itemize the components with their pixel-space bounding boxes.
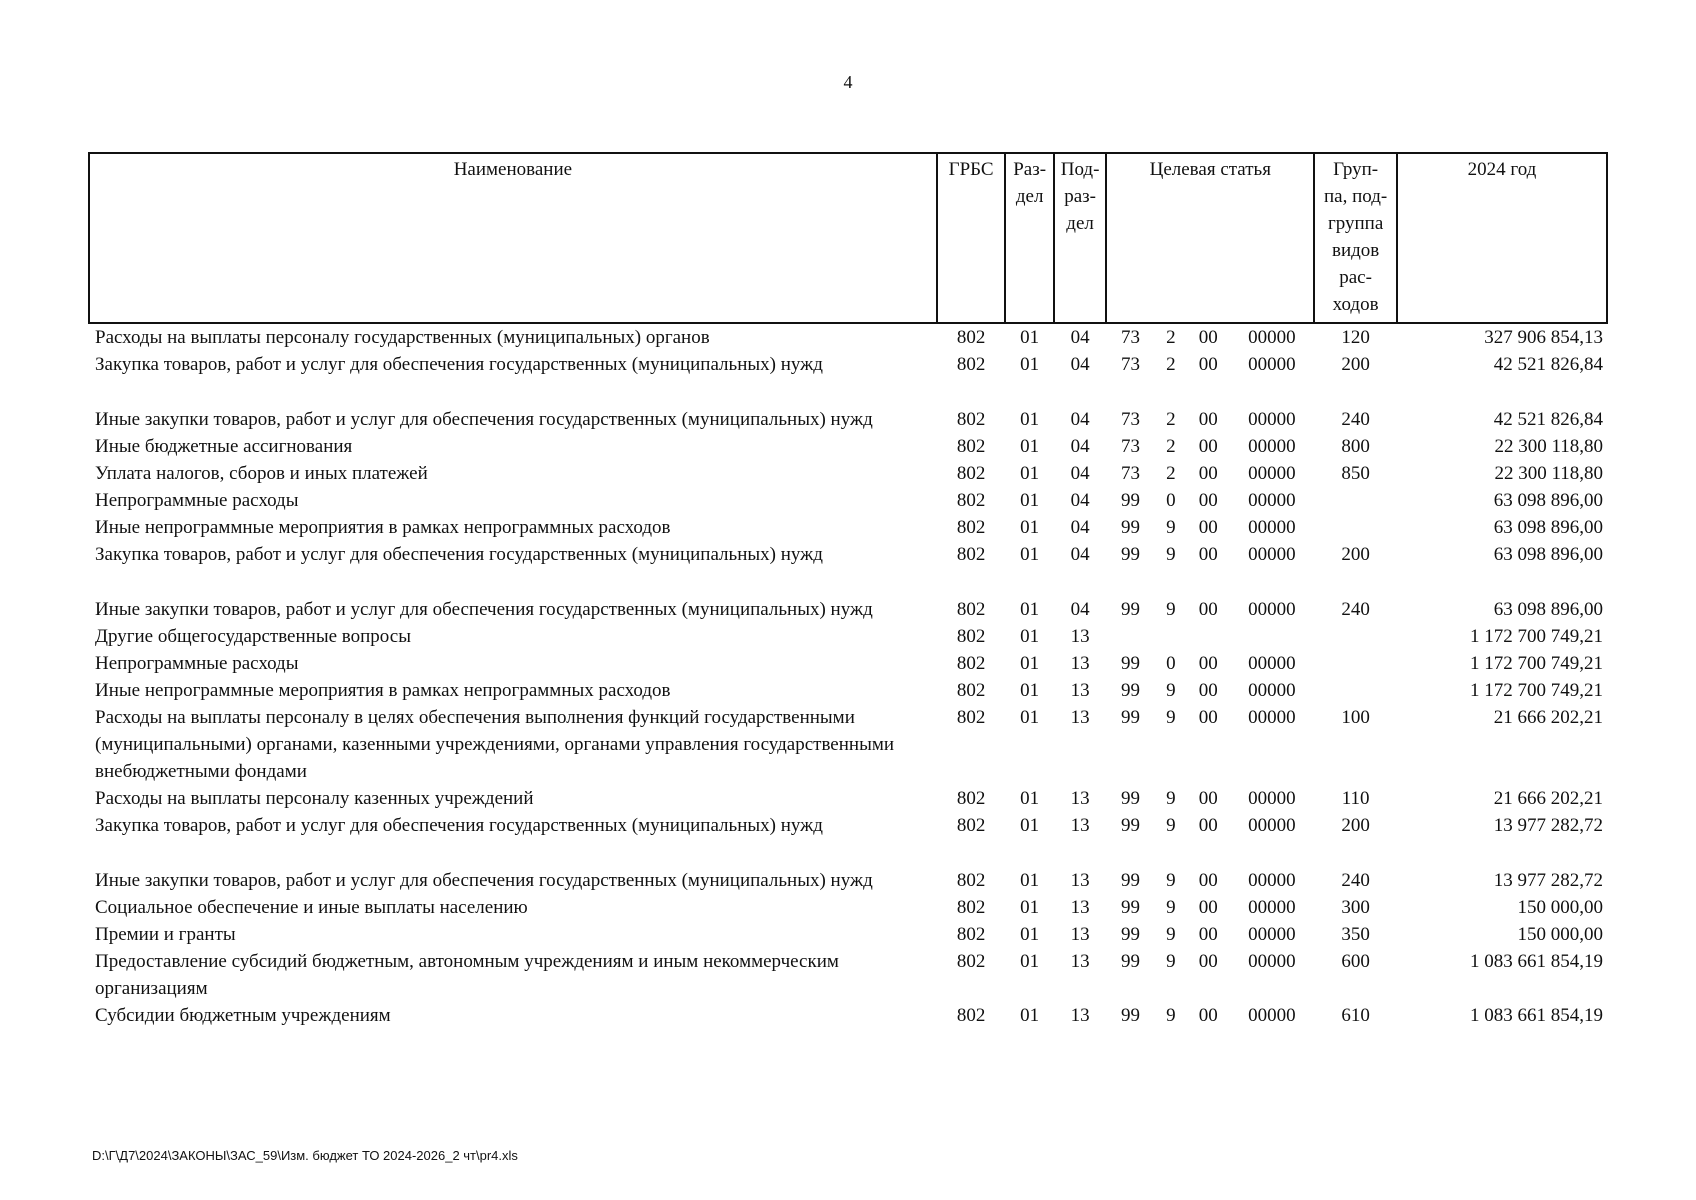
cell-t2: 9 [1166,544,1176,565]
cell-grbs: 802 [956,1005,986,1026]
cell-podrazdel: 04 [1070,327,1090,348]
cell-t3: 00 [1198,490,1218,511]
cell-name: Расходы на выплаты персоналу казенных учреждений [95,788,534,809]
cell-t4: 00000 [1248,951,1296,972]
cell-t4: 00000 [1248,327,1296,348]
cell-razdel: 01 [1020,788,1040,809]
header-grbs: ГРБС [937,153,1006,323]
cell-group [1314,650,1397,677]
cell-amount: 327 906 854,13 [1484,327,1603,348]
header-target: Целевая статья [1106,153,1314,323]
cell-podrazdel: 13 [1070,897,1090,918]
cell-t4: 00000 [1248,544,1296,565]
cell-t4: 00000 [1248,463,1296,484]
cell-razdel: 01 [1020,897,1040,918]
budget-table-container [88,152,1608,1029]
cell-t4: 00000 [1248,897,1296,918]
cell-grbs: 802 [956,924,986,945]
cell-t1: 99 [1121,599,1141,620]
cell-t3: 00 [1198,544,1218,565]
cell-t1: 99 [1121,517,1141,538]
cell-podrazdel: 13 [1070,707,1090,728]
cell-podrazdel: 04 [1070,354,1090,375]
table-row [89,677,1607,704]
cell-podrazdel: 04 [1070,599,1090,620]
table-row [89,812,1607,839]
cell-razdel: 01 [1020,354,1040,375]
cell-podrazdel: 04 [1070,490,1090,511]
cell-grbs: 802 [956,409,986,430]
cell-grbs: 802 [956,599,986,620]
table-row [89,1002,1607,1029]
cell-t1 [1106,623,1154,650]
cell-t4: 00000 [1248,924,1296,945]
cell-razdel: 01 [1020,815,1040,836]
cell-t3: 00 [1198,788,1218,809]
header-group: Груп- па, под- группа видов рас- ходов [1314,153,1397,323]
cell-group [1314,623,1397,650]
cell-t1: 73 [1121,409,1141,430]
table-body [89,323,1607,1029]
cell-podrazdel: 04 [1070,409,1090,430]
cell-group: 110 [1341,788,1370,809]
cell-grbs: 802 [956,544,986,565]
cell-group: 200 [1341,544,1370,565]
header-razdel: Раз- дел [1005,153,1053,323]
cell-podrazdel: 13 [1070,680,1090,701]
table-row [89,514,1607,541]
cell-podrazdel: 13 [1070,653,1090,674]
cell-t1: 73 [1121,436,1141,457]
cell-razdel: 01 [1020,517,1040,538]
cell-t2: 2 [1166,327,1176,348]
cell-razdel: 01 [1020,951,1040,972]
cell-t3: 00 [1198,517,1218,538]
cell-name: Закупка товаров, работ и услуг для обеспечения государственных (муниципальных) нужд [95,544,823,565]
cell-t4: 00000 [1248,436,1296,457]
cell-t2: 9 [1166,924,1176,945]
cell-t3: 00 [1198,599,1218,620]
file-path-footer: D:\Г\Д7\2024\ЗАКОНЫ\ЗАС_59\Изм. бюджет ТО 2024-2026_2 чт\pr4.xls [92,1148,518,1163]
cell-razdel: 01 [1020,707,1040,728]
cell-t3 [1187,623,1229,650]
cell-name: Предоставление субсидий бюджетным, автономным учреждениям и иным некоммерческим организациям [95,951,839,999]
cell-razdel: 01 [1020,327,1040,348]
cell-amount: 150 000,00 [1517,897,1603,918]
cell-razdel: 01 [1020,490,1040,511]
cell-name: Иные непрограммные мероприятия в рамках непрограммных расходов [95,680,671,701]
cell-group: 300 [1341,897,1370,918]
table-row [89,921,1607,948]
cell-t2: 9 [1166,870,1176,891]
cell-razdel: 01 [1020,870,1040,891]
cell-grbs: 802 [956,897,986,918]
cell-amount: 1 172 700 749,21 [1470,680,1603,701]
cell-amount: 22 300 118,80 [1494,436,1603,457]
cell-podrazdel: 13 [1070,951,1090,972]
cell-amount: 63 098 896,00 [1493,517,1603,538]
cell-t2: 2 [1166,436,1176,457]
cell-razdel: 01 [1020,436,1040,457]
cell-t3: 00 [1198,897,1218,918]
cell-amount: 1 172 700 749,21 [1470,626,1603,647]
table-row [89,839,1607,894]
cell-t4 [1229,623,1314,650]
cell-group: 200 [1341,815,1370,836]
cell-amount: 22 300 118,80 [1494,463,1603,484]
cell-amount: 1 172 700 749,21 [1470,653,1603,674]
cell-podrazdel: 13 [1070,815,1090,836]
cell-t1: 73 [1121,327,1141,348]
cell-group [1314,514,1397,541]
cell-t1: 99 [1121,653,1141,674]
cell-name: Уплата налогов, сборов и иных платежей [95,463,428,484]
cell-t3: 00 [1198,327,1218,348]
cell-amount: 42 521 826,84 [1493,409,1603,430]
cell-t2: 9 [1166,707,1176,728]
cell-t2: 2 [1166,354,1176,375]
cell-name: Закупка товаров, работ и услуг для обеспечения государственных (муниципальных) нужд [95,354,823,375]
cell-t2: 2 [1166,463,1176,484]
table-row [89,650,1607,677]
cell-amount: 13 977 282,72 [1493,815,1603,836]
cell-grbs: 802 [956,490,986,511]
cell-podrazdel: 13 [1070,626,1090,647]
cell-grbs: 802 [956,517,986,538]
cell-amount: 150 000,00 [1517,924,1603,945]
cell-t4: 00000 [1248,707,1296,728]
cell-grbs: 802 [956,653,986,674]
table-row [89,623,1607,650]
cell-t4: 00000 [1248,1005,1296,1026]
cell-amount: 1 083 661 854,19 [1470,1005,1603,1026]
cell-t3: 00 [1198,409,1218,430]
cell-amount: 63 098 896,00 [1493,544,1603,565]
cell-t3: 00 [1198,354,1218,375]
cell-grbs: 802 [956,327,986,348]
cell-t2: 9 [1166,517,1176,538]
cell-name: Иные непрограммные мероприятия в рамках непрограммных расходов [95,517,671,538]
cell-t3: 00 [1198,707,1218,728]
cell-razdel: 01 [1020,409,1040,430]
cell-t2: 9 [1166,1005,1176,1026]
cell-t2: 0 [1166,490,1176,511]
cell-t4: 00000 [1248,680,1296,701]
cell-t1: 99 [1121,870,1141,891]
budget-table [88,152,1608,1029]
cell-podrazdel: 04 [1070,463,1090,484]
cell-group: 850 [1341,463,1370,484]
cell-name: Непрограммные расходы [95,653,299,674]
cell-t1: 99 [1121,1005,1141,1026]
cell-grbs: 802 [956,707,986,728]
cell-podrazdel: 13 [1070,870,1090,891]
cell-razdel: 01 [1020,653,1040,674]
cell-podrazdel: 13 [1070,788,1090,809]
cell-name: Закупка товаров, работ и услуг для обеспечения государственных (муниципальных) нужд [95,815,823,836]
cell-group: 240 [1341,409,1370,430]
cell-group: 350 [1341,924,1370,945]
cell-amount: 21 666 202,21 [1493,788,1603,809]
cell-razdel: 01 [1020,1005,1040,1026]
cell-t1: 99 [1121,897,1141,918]
cell-grbs: 802 [956,463,986,484]
cell-podrazdel: 13 [1070,1005,1090,1026]
cell-t1: 99 [1121,680,1141,701]
table-row [89,323,1607,351]
cell-t2: 9 [1166,788,1176,809]
table-row [89,541,1607,568]
cell-t1: 73 [1121,354,1141,375]
cell-t3: 00 [1198,870,1218,891]
cell-t4: 00000 [1248,788,1296,809]
cell-group: 240 [1341,870,1370,891]
cell-t3: 00 [1198,951,1218,972]
cell-t4: 00000 [1248,870,1296,891]
cell-t3: 00 [1198,1005,1218,1026]
cell-amount: 42 521 826,84 [1493,354,1603,375]
cell-t3: 00 [1198,463,1218,484]
table-row [89,460,1607,487]
cell-t1: 99 [1121,924,1141,945]
cell-t1: 73 [1121,463,1141,484]
cell-name: Расходы на выплаты персоналу государственных (муниципальных) органов [95,327,710,348]
cell-razdel: 01 [1020,680,1040,701]
cell-t4: 00000 [1248,517,1296,538]
cell-t3: 00 [1198,436,1218,457]
cell-t4: 00000 [1248,354,1296,375]
cell-t4: 00000 [1248,599,1296,620]
header-name: Наименование [89,153,937,323]
cell-name: Иные закупки товаров, работ и услуг для обеспечения государственных (муниципальных) нужд [95,409,873,430]
cell-name: Расходы на выплаты персоналу в целях обеспечения выполнения функций государственными (муниципальными) органами, казенными учреждениями, органами управления государственными внебюджетными фондами [95,707,895,782]
cell-group: 200 [1341,354,1370,375]
table-row [89,487,1607,514]
cell-amount: 21 666 202,21 [1493,707,1603,728]
cell-t2: 0 [1166,653,1176,674]
cell-grbs: 802 [956,788,986,809]
cell-t3: 00 [1198,815,1218,836]
cell-podrazdel: 13 [1070,924,1090,945]
cell-amount: 1 083 661 854,19 [1470,951,1603,972]
cell-group: 800 [1341,436,1370,457]
table-row [89,894,1607,921]
cell-t2: 2 [1166,409,1176,430]
cell-t2: 9 [1166,680,1176,701]
cell-name: Премии и гранты [95,924,236,945]
cell-name: Иные закупки товаров, работ и услуг для обеспечения государственных (муниципальных) нужд [95,599,873,620]
table-row [89,704,1607,785]
cell-grbs: 802 [956,436,986,457]
cell-t1: 99 [1121,788,1141,809]
cell-t3: 00 [1198,680,1218,701]
cell-amount: 13 977 282,72 [1493,870,1603,891]
cell-grbs: 802 [956,870,986,891]
cell-group: 600 [1341,951,1370,972]
cell-group: 610 [1341,1005,1370,1026]
cell-t2 [1155,623,1187,650]
table-header [89,153,1607,323]
cell-podrazdel: 04 [1070,544,1090,565]
cell-amount: 63 098 896,00 [1493,599,1603,620]
cell-t1: 99 [1121,707,1141,728]
header-year: 2024 год [1397,153,1607,323]
cell-grbs: 802 [956,680,986,701]
cell-t4: 00000 [1248,815,1296,836]
cell-name: Субсидии бюджетным учреждениям [95,1005,391,1026]
cell-razdel: 01 [1020,626,1040,647]
cell-t1: 99 [1121,490,1141,511]
cell-name: Иные закупки товаров, работ и услуг для обеспечения государственных (муниципальных) нужд [95,870,873,891]
cell-t2: 9 [1166,951,1176,972]
cell-grbs: 802 [956,815,986,836]
cell-t2: 9 [1166,815,1176,836]
table-row [89,785,1607,812]
cell-group: 120 [1341,327,1370,348]
cell-t4: 00000 [1248,490,1296,511]
table-row [89,948,1607,1002]
cell-name: Социальное обеспечение и иные выплаты населению [95,897,528,918]
table-row [89,378,1607,433]
cell-name: Непрограммные расходы [95,490,299,511]
cell-t2: 9 [1166,599,1176,620]
cell-group [1314,487,1397,514]
cell-group: 240 [1341,599,1370,620]
cell-razdel: 01 [1020,463,1040,484]
cell-t3: 00 [1198,653,1218,674]
cell-t2: 9 [1166,897,1176,918]
cell-t1: 99 [1121,815,1141,836]
cell-name: Другие общегосударственные вопросы [95,626,411,647]
table-row [89,351,1607,378]
cell-razdel: 01 [1020,924,1040,945]
cell-t1: 99 [1121,951,1141,972]
cell-t4: 00000 [1248,653,1296,674]
cell-grbs: 802 [956,354,986,375]
header-podrazdel: Под- раз- дел [1054,153,1106,323]
cell-podrazdel: 04 [1070,436,1090,457]
cell-amount: 63 098 896,00 [1493,490,1603,511]
cell-razdel: 01 [1020,544,1040,565]
cell-razdel: 01 [1020,599,1040,620]
table-row [89,568,1607,623]
cell-t3: 00 [1198,924,1218,945]
cell-name: Иные бюджетные ассигнования [95,436,353,457]
cell-podrazdel: 04 [1070,517,1090,538]
cell-grbs: 802 [956,626,986,647]
table-row [89,433,1607,460]
cell-t4: 00000 [1248,409,1296,430]
page-number: 4 [843,72,853,92]
cell-grbs: 802 [956,951,986,972]
cell-t1: 99 [1121,544,1141,565]
cell-group [1314,677,1397,704]
cell-group: 100 [1341,707,1370,728]
